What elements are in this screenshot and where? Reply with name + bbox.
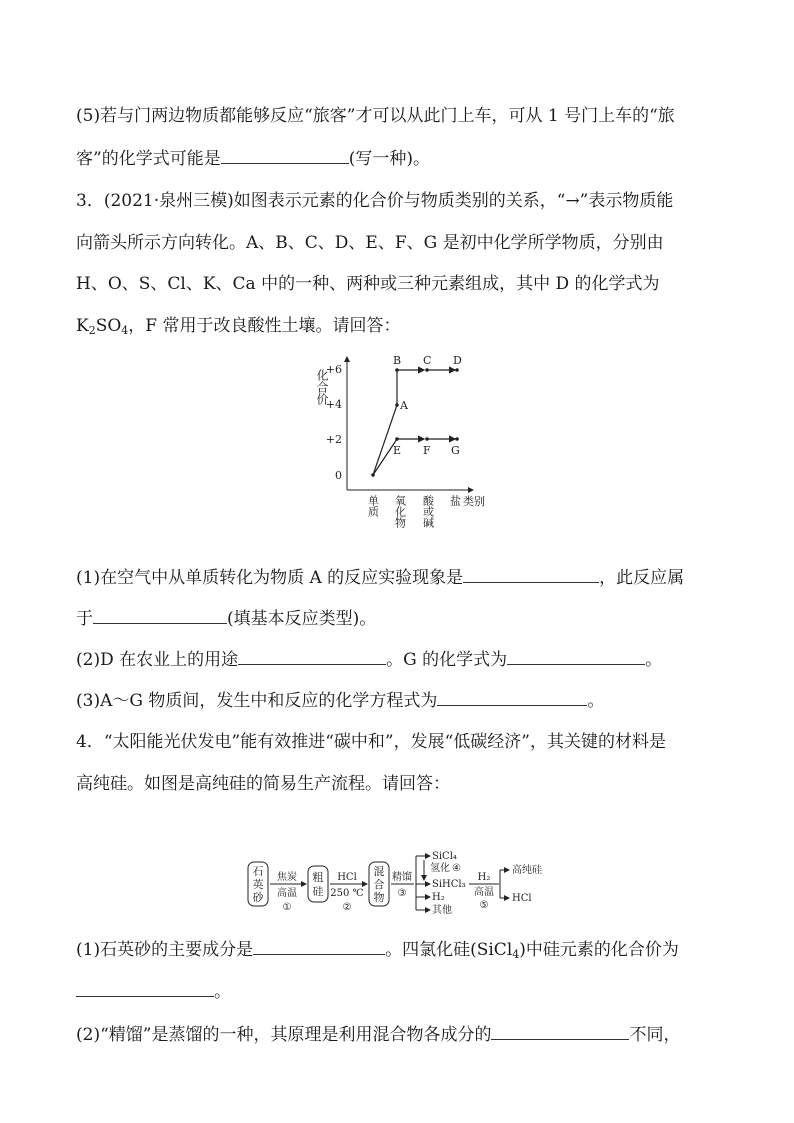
q2-part5-text: 客”的化学式可能是: [76, 149, 221, 169]
point-B: [395, 368, 399, 372]
q3-stem-line4: [76, 315, 401, 337]
output-sihcl3: SiHCl₃: [432, 879, 466, 890]
box-quartz-sand-char: 石: [252, 865, 264, 878]
q4-stem-line1: 4．“太阳能光伏发电”能有效推进“碳中和”，发展“低碳经济”，其关键的材料是: [76, 732, 666, 752]
point-label-B: B: [393, 354, 402, 367]
point-F: [425, 437, 429, 441]
output-h2: H₂: [432, 892, 445, 903]
q4-part1-text2: 。四氯化硅(SiCl: [385, 940, 513, 960]
answer-blank[interactable]: [221, 147, 349, 164]
answer-blank[interactable]: [463, 566, 599, 583]
point-label-A: A: [400, 399, 408, 412]
answer-blank[interactable]: [437, 689, 587, 706]
box-quartz-sand-char: 砂: [252, 891, 264, 904]
point-label-D: D: [453, 354, 462, 367]
point-label-G: G: [451, 444, 460, 457]
formula-so: SO: [95, 316, 122, 336]
point-label-C: C: [423, 354, 432, 367]
answer-blank[interactable]: [93, 607, 227, 624]
q4-part2: [76, 1023, 680, 1046]
point-D: [455, 368, 459, 372]
q2-part5-line1: (5)若与门两边物质都能够反应“旅客”才可以从此门上车，可从 1 号门上车的“旅: [76, 106, 675, 126]
output-sicl4: SiCl₄: [432, 851, 457, 862]
point-G: [455, 437, 459, 441]
hydrogenation-number: ④: [452, 863, 461, 874]
subscript: 2: [88, 324, 96, 337]
box-quartz-sand-char: 英: [252, 878, 264, 891]
y-tick: +6: [325, 363, 342, 376]
step2-number: ②: [342, 902, 352, 913]
q3-part3: [76, 689, 604, 712]
point-C: [425, 368, 429, 372]
point-label-E: E: [393, 444, 402, 457]
step5-reagent: H₂: [477, 872, 491, 883]
q3-part2-end: 。: [645, 650, 663, 670]
q2-part5-hint: (写一种)。: [348, 149, 430, 169]
q3-stem-line3: H、O、S、Cl、K、Ca 中的一种、两种或三种元素组成，其中 D 的化学式为: [76, 274, 660, 294]
point-A: [395, 403, 399, 407]
x-category: 单质: [366, 495, 380, 517]
x-category: 氧化物: [393, 495, 407, 528]
q4-part1-line1: [76, 938, 679, 961]
q2-part5-line2: [76, 147, 430, 170]
y-tick: +4: [325, 398, 342, 411]
q3-part2-text2: 。G 的化学式为: [386, 650, 508, 670]
subscript: 4: [512, 948, 520, 961]
q3-stem-line2: 向箭头所示方向转化。A、B、C、D、E、F、G 是初中化学所学物质，分别由: [76, 233, 664, 253]
x-category: 酸或碱: [421, 495, 435, 528]
q3-part3-end: 。: [587, 691, 605, 711]
step5-number: ⑤: [479, 900, 489, 911]
box-crude-silicon-char: 粗: [312, 871, 324, 884]
answer-blank[interactable]: [491, 1023, 629, 1040]
q3-part1-line2: [76, 607, 376, 630]
q3-stem-line1: 3．(2021·泉州三模)如图表示元素的化合价与物质类别的关系，“→”表示物质能: [76, 191, 674, 211]
q3-part1-line1: [76, 566, 684, 589]
x-category: 盐: [448, 495, 462, 506]
q4-stem-line2: 高纯硅。如图是高纯硅的简易生产流程。请回答：: [76, 774, 450, 794]
q3-stem-rest: ，F 常用于改良酸性土壤。请回答：: [128, 316, 401, 336]
box-mixture-char: 合: [373, 878, 385, 891]
q4-part1-line2: [76, 980, 231, 1003]
box-mixture-char: 混: [373, 865, 385, 878]
box-mixture-char: 物: [373, 891, 385, 904]
q3-part1-hint: (填基本反应类型)。: [227, 609, 377, 629]
answer-blank[interactable]: [507, 648, 645, 665]
product-pure-silicon: 高纯硅: [512, 865, 542, 876]
box-crude-silicon-char: 硅: [312, 885, 324, 898]
q3-part1-text: (1)在空气中从单质转化为物质 A 的反应实验现象是: [76, 568, 464, 588]
link-origin-A: [373, 405, 397, 475]
q4-part1-text: (1)石英砂的主要成分是: [76, 940, 254, 960]
output-other: 其他: [432, 905, 452, 916]
point-E: [395, 437, 399, 441]
step5-condition: 高温: [474, 887, 494, 898]
q3-part2-text: (2)D 在农业上的用途: [76, 650, 239, 670]
q4-part2-text2: 不同，: [629, 1025, 681, 1045]
formula-k: K: [76, 316, 89, 336]
product-hcl: HCl: [512, 893, 532, 904]
y-tick: 0: [335, 469, 342, 482]
answer-blank[interactable]: [253, 938, 385, 955]
y-axis-label: 化合价: [315, 369, 329, 405]
point-label-F: F: [423, 444, 431, 457]
answer-blank[interactable]: [76, 980, 214, 997]
answer-blank[interactable]: [238, 648, 386, 665]
step1-number: ①: [282, 902, 292, 913]
step3-number: ③: [397, 888, 407, 899]
y-tick: +2: [325, 433, 342, 446]
q3-part3-text: (3)A～G 物质间，发生中和反应的化学方程式为: [76, 691, 438, 711]
step3-label: 精馏: [392, 872, 412, 883]
q3-part1-text2: ，此反应属: [599, 568, 685, 588]
q4-part1-end: 。: [214, 982, 231, 1002]
hydrogenation-label: 氢化: [430, 863, 450, 874]
q4-part1-text3: )中硅元素的化合价为: [519, 940, 679, 960]
point-origin: [371, 473, 375, 477]
q4-part2-text: (2)“精馏”是蒸馏的一种，其原理是利用混合物各成分的: [76, 1025, 492, 1045]
q3-part2: [76, 648, 662, 671]
process-flow-diagram: [244, 842, 564, 922]
x-axis-label: 类别: [463, 495, 485, 508]
step2-condition: 250 ℃: [330, 888, 364, 899]
step1-reagent: 焦炭: [277, 872, 297, 883]
valence-chart: [300, 345, 500, 535]
q3-part1-text3: 于: [76, 609, 93, 629]
subscript: 4: [121, 324, 129, 337]
step1-condition: 高温: [277, 888, 297, 899]
step2-reagent: HCl: [337, 872, 357, 883]
